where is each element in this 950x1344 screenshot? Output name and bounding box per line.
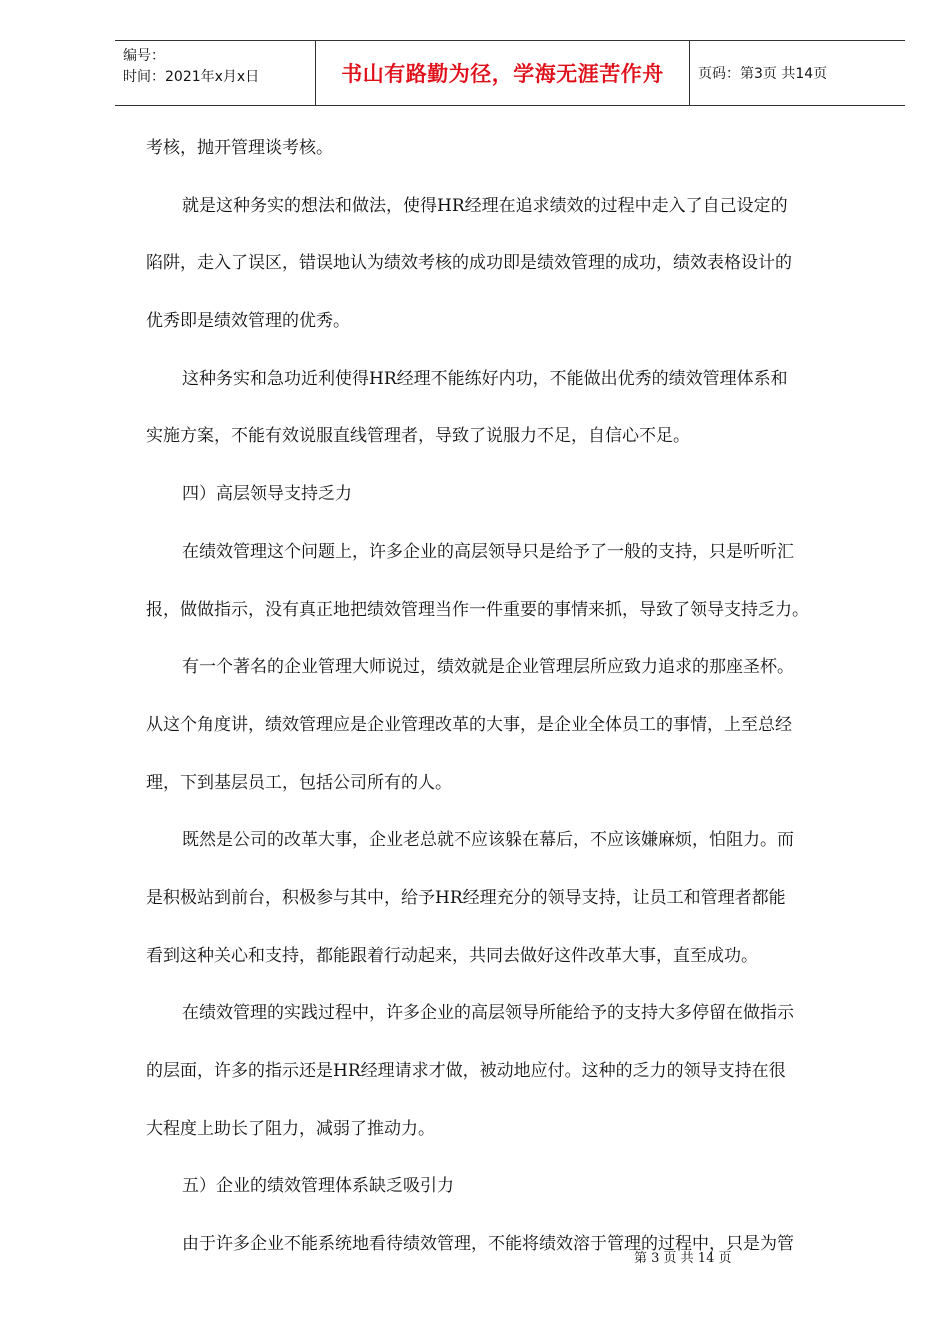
text-line: 陷阱，走入了误区，错误地认为绩效考核的成功即是绩效管理的成功，绩效表格设计的 [146,253,792,274]
text-line: 是积极站到前台，积极参与其中，给予HR经理充分的领导支持，让员工和管理者都能 [146,887,786,908]
header-motto: 书山有路勤为径，学海无涯苦作舟 [341,62,664,86]
text-line: 的层面，许多的指示还是HR经理请求才做，被动地应付。这种的乏力的领导支持在很 [146,1061,786,1081]
text-line: 优秀即是绩效管理的优秀。 [146,311,350,332]
text-line: 考核，抛开管理谈考核。 [146,138,333,158]
page-header [115,40,905,106]
text-line: 就是这种务实的想法和做法，使得HR经理在追求绩效的过程中走入了自己设定的 [182,195,788,216]
section-heading: 四）高层领导支持乏力 [182,484,352,505]
text-line: 看到这种关心和支持，都能跟着行动起来，共同去做好这件改革大事，直至成功。 [146,945,758,966]
text-line: 大程度上助长了阻力，减弱了推动力。 [146,1118,435,1139]
header-page-info: 页码：第3页 共14页 [698,66,828,82]
text-line: 实施方案，不能有效说服直线管理者，导致了说服力不足，自信心不足。 [146,426,690,447]
text-line: 在绩效管理的实践过程中，许多企业的高层领导所能给予的支持大多停留在做指示 [182,1003,794,1024]
text-line: 既然是公司的改革大事，企业老总就不应该躲在幕后，不应该嫌麻烦，怕阻力。而 [182,830,794,851]
text-line: 有一个著名的企业管理大师说过，绩效就是企业管理层所应致力追求的那座圣杯。 [182,657,794,678]
text-line: 在绩效管理这个问题上，许多企业的高层领导只是给予了一般的支持，只是听听汇 [182,541,794,562]
text-line: 报，做做指示，没有真正地把绩效管理当作一件重要的事情来抓，导致了领导支持乏力。 [146,599,809,620]
document-body [146,125,886,1279]
section-heading: 五）企业的绩效管理体系缺乏吸引力 [182,1176,454,1197]
header-meta-cell [115,41,316,105]
header-motto-cell [316,41,690,105]
text-line: 从这个角度讲，绩效管理应是企业管理改革的大事，是企业全体员工的事情，上至总经 [146,714,792,735]
footer-page-number: 第 3 页 共 14 页 [634,1251,732,1266]
text-line: 理，下到基层员工，包括公司所有的人。 [146,772,452,793]
serial-label: 编号： [123,48,165,64]
text-line: 由于许多企业不能系统地看待绩效管理，不能将绩效溶于管理的过程中，只是为管 [182,1234,794,1255]
text-line: 这种务实和急功近利使得HR经理不能练好内功，不能做出优秀的绩效管理体系和 [182,368,788,389]
time-label: 时间：2021年x月x日 [123,69,260,85]
